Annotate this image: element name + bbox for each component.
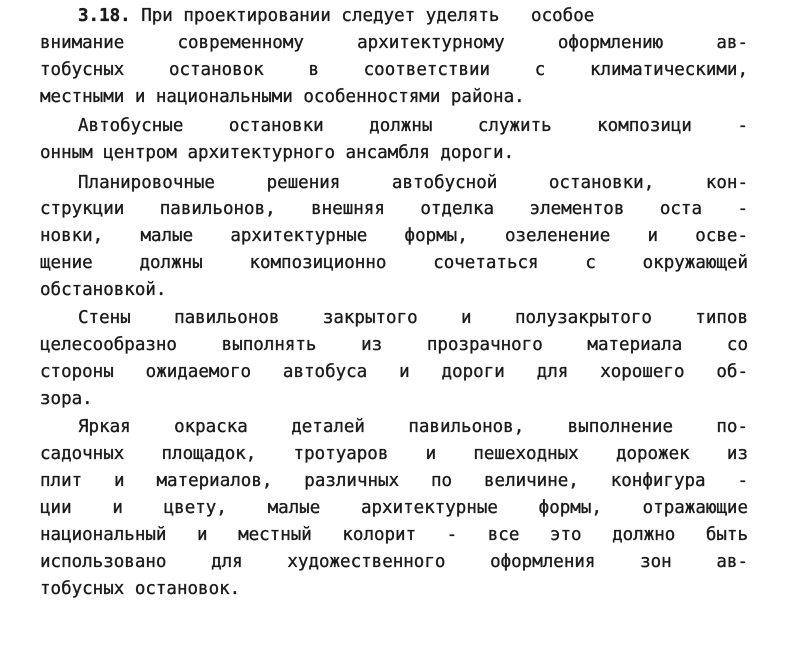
paragraph-1-line-3: тобусных остановок в соответствии с климатическими, [40, 60, 748, 80]
paragraph-3-line-5: обстановкой. [40, 280, 167, 300]
paragraph-5-line-1: Яркая окраска деталей павильонов, выполнение по- [78, 417, 748, 437]
paragraph-5-line-6: использовано для художественного оформления зон ав- [40, 552, 748, 572]
paragraph-5-line-3: плит и материалов, различных по величине, конфигура - [40, 471, 748, 491]
paragraph-2-line-2: онным центром архитектурного ансамбля дороги. [40, 143, 515, 163]
paragraph-3-line-3: новки, малые архитектурные формы, озеленение и осве- [40, 226, 748, 246]
paragraph-1-line-4: местными и национальными особенностями района. [40, 87, 525, 107]
paragraph-5-line-7: тобусных остановок. [40, 579, 241, 599]
paragraph-2-line-1: Автобусные остановки должны служить композици - [78, 116, 748, 136]
paragraph-3-line-2: струкции павильонов, внешняя отделка элементов оста - [40, 199, 748, 219]
paragraph-5-line-5: национальный и местный колорит - все это должно быть [40, 525, 748, 545]
paragraph-1-line-2: внимание современному архитектурному оформлению ав- [40, 33, 748, 53]
paragraph-1-line-1 [78, 4, 748, 28]
paragraph-4-line-4: зора. [40, 389, 93, 409]
paragraph-3-line-1: Планировочные решения автобусной остановки, кон- [78, 173, 748, 193]
paragraph-4-line-3: стороны ожидаемого автобуса и дороги для хорошего об- [40, 362, 748, 382]
paragraph-4-line-1: Стены павильонов закрытого и полузакрытого типов [78, 308, 748, 328]
paragraph-1-line-1-text: При проектировании следует уделять особое [141, 6, 595, 26]
paragraph-4-line-2: целесообразно выполнять из прозрачного материала со [40, 335, 748, 355]
paragraph-5-line-2: садочных площадок, тротуаров и пешеходных дорожек из [40, 444, 748, 464]
paragraph-5-line-4: ции и цвету, малые архитектурные формы, отражающие [40, 498, 748, 518]
paragraph-number: 3.18. [78, 6, 131, 26]
paragraph-3-line-4: щение должны композиционно сочетаться с окружающей [40, 253, 748, 273]
